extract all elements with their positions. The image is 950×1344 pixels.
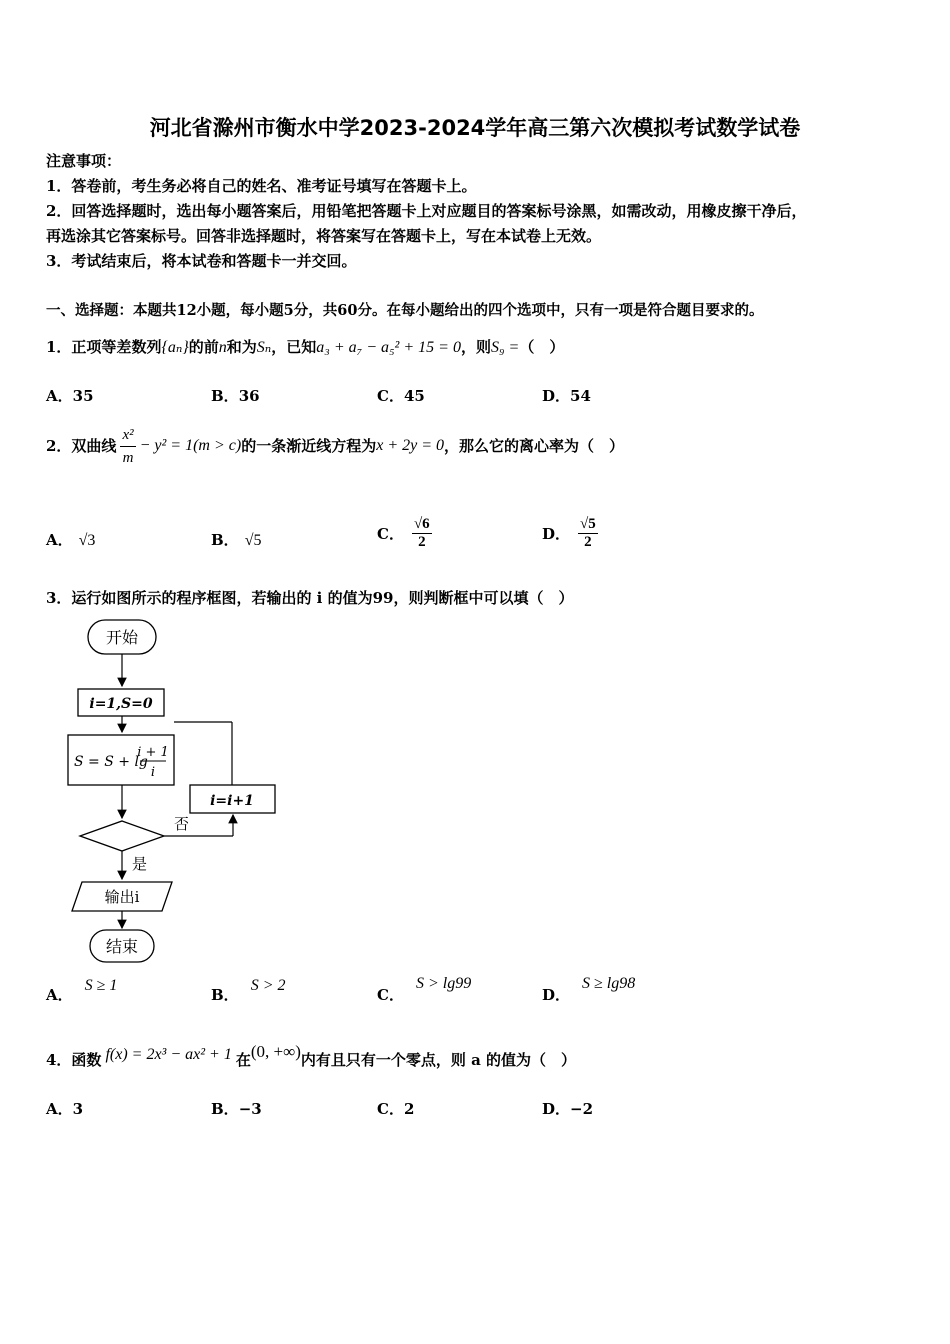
- flow-increment-label: i=i+1: [210, 793, 254, 809]
- option-value: S ≥ 1: [84, 977, 118, 994]
- q2-suffix: ，那么它的离心率为（ ）: [444, 437, 625, 455]
- notice-item: 再选涂其它答案标号。回答非选择题时，将答案写在答题卡上，写在本试卷上无效。: [46, 227, 602, 245]
- option-label: B．: [211, 531, 239, 549]
- q1-text: 和为: [226, 338, 257, 356]
- option-value: 54: [570, 387, 591, 405]
- q1-text: 的前: [188, 338, 219, 356]
- option-label: A．: [46, 986, 73, 1004]
- flowchart: [60, 612, 290, 972]
- flow-start-label: 开始: [105, 628, 139, 647]
- option-label: D．: [542, 1100, 571, 1118]
- flow-init-label: i=1,S=0: [89, 696, 153, 712]
- q2-option-b[interactable]: [211, 529, 261, 550]
- option-value: 2: [403, 1100, 415, 1118]
- q4-prefix: 4．函数: [46, 1051, 102, 1069]
- fraction-numerator: √6: [413, 515, 430, 532]
- option-value: S > 2: [250, 977, 286, 994]
- question-1: [46, 336, 564, 359]
- flow-no-label: 否: [174, 815, 190, 833]
- q4-interval: (0, +∞): [250, 1042, 301, 1061]
- option-value: √5: [244, 532, 262, 549]
- flow-end-label: 结束: [105, 937, 139, 956]
- flow-output-label: 输出i: [104, 888, 140, 906]
- notice-item: 1．答卷前，考生务必将自己的姓名、准考证号填写在答题卡上。: [46, 177, 477, 195]
- option-value: S ≥ lg98: [582, 975, 636, 992]
- option-label: A．: [46, 387, 73, 405]
- option-value: √3: [78, 532, 96, 549]
- q3-option-a[interactable]: [46, 977, 118, 1005]
- option-value: 35: [72, 387, 94, 405]
- q1-option-b[interactable]: [211, 385, 260, 406]
- q1-text: ，则: [460, 338, 491, 356]
- option-label: B．: [211, 387, 239, 405]
- q4-text: 在: [235, 1051, 251, 1069]
- option-label: B．: [211, 986, 239, 1004]
- question-2: [46, 424, 624, 468]
- q1-prefix: 1．正项等差数列: [46, 338, 162, 356]
- option-value: S > lg99: [415, 975, 472, 992]
- option-label: D．: [542, 387, 571, 405]
- q2-prefix: 2．双曲线: [46, 437, 117, 455]
- q1-option-c[interactable]: [377, 385, 425, 406]
- flow-assign-denominator: i: [150, 765, 156, 780]
- option-label: C．: [377, 986, 404, 1004]
- q4-option-b[interactable]: [211, 1098, 262, 1119]
- q2-asymptote: x + 2y = 0: [376, 437, 445, 454]
- question-4: [46, 1042, 577, 1072]
- flow-assign-numerator: i + 1: [137, 745, 169, 760]
- q1-n: n: [218, 339, 227, 356]
- q3-option-c[interactable]: [377, 975, 472, 1005]
- notice-item: 2．回答选择题时，选出每小题答案后，用铅笔把答题卡上对应题目的答案标号涂黑，如需改动，用橡皮擦干净后，: [46, 202, 807, 220]
- option-value: −2: [570, 1100, 594, 1118]
- flow-yes-label: 是: [132, 855, 148, 873]
- option-label: A．: [46, 1100, 73, 1118]
- q1-condition: a₃ + a₇ − a₅² + 15 = 0: [316, 339, 461, 356]
- q1-suffix: （ ）: [519, 338, 565, 356]
- q2-option-d[interactable]: [542, 508, 598, 558]
- option-value: 45: [403, 387, 425, 405]
- q3-option-d[interactable]: [542, 975, 636, 1005]
- option-label: A．: [46, 531, 73, 549]
- option-label: C．: [377, 1100, 404, 1118]
- q1-sn: Sₙ: [256, 339, 272, 356]
- option-label: C．: [377, 387, 404, 405]
- q3-option-b[interactable]: [211, 977, 286, 1005]
- q4-suffix: 内有且只有一个零点，则 a 的值为（ ）: [300, 1051, 577, 1069]
- option-label: D．: [542, 986, 571, 1004]
- q2-option-c[interactable]: [377, 508, 432, 558]
- option-label: D．: [542, 524, 571, 543]
- fraction-denominator: 2: [584, 533, 592, 550]
- option-label: B．: [211, 1100, 239, 1118]
- q4-function: f(x) = 2x³ − ax² + 1: [105, 1046, 232, 1063]
- fraction-denominator: 2: [418, 533, 426, 550]
- q1-sequence: {aₙ}: [161, 339, 189, 356]
- q4-option-c[interactable]: [377, 1098, 414, 1119]
- q1-s9: S₉ =: [490, 339, 520, 356]
- q4-option-a[interactable]: [46, 1098, 83, 1119]
- q2-option-a[interactable]: [46, 529, 95, 550]
- q1-text: ，已知: [271, 338, 317, 356]
- fraction-denominator: m: [122, 449, 134, 466]
- fraction-numerator: x²: [120, 424, 135, 447]
- question-3: 3．运行如图所示的程序框图，若输出的 i 的值为99，则判断框中可以填（ ）: [46, 589, 574, 607]
- q2-fraction: [120, 424, 135, 469]
- notice-heading: 注意事项：: [46, 152, 122, 170]
- option-value: 3: [72, 1100, 84, 1118]
- flow-assign-label: S = S + lg: [74, 754, 148, 770]
- q1-option-a[interactable]: [46, 385, 94, 406]
- q2-equation: − y² = 1(m > c): [139, 437, 242, 454]
- page-title: 河北省滁州市衡水中学2023-2024学年高三第六次模拟考试数学试卷: [149, 116, 801, 140]
- fraction-numerator: √5: [580, 515, 596, 532]
- option-fraction: [578, 516, 598, 551]
- option-label: C．: [377, 524, 404, 543]
- section-heading: 一、选择题：本题共12小题，每小题5分，共60分。在每小题给出的四个选项中，只有一项是符合题目要求的。: [46, 302, 764, 319]
- flow-decision-node: [80, 821, 164, 851]
- q1-option-d[interactable]: [542, 385, 591, 406]
- option-fraction: [412, 516, 432, 551]
- option-value: 36: [238, 387, 260, 405]
- option-value: −3: [238, 1100, 262, 1118]
- q4-option-d[interactable]: [542, 1098, 593, 1119]
- q2-text: 的一条渐近线方程为: [241, 437, 377, 455]
- notice-item: 3．考试结束后，将本试卷和答题卡一并交回。: [46, 252, 357, 270]
